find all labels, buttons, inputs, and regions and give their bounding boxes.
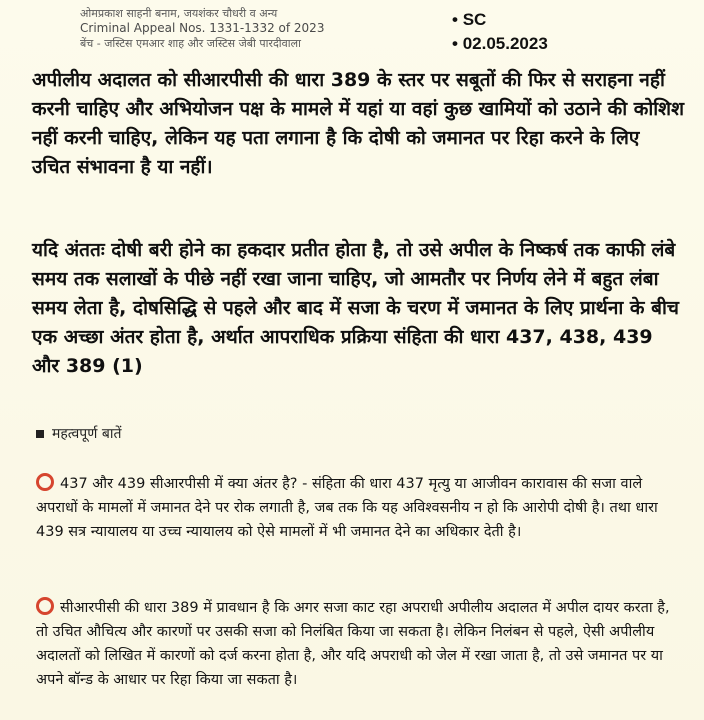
case-parties: ओमप्रकाश साहनी बनाम, जयशंकर चौधरी व अन्य — [80, 7, 278, 20]
key-point-1-text: 437 और 439 सीआरपीसी में क्या अंतर है? - संहिता की धारा 437 मृत्यु या आजीवन कारावास की सजा वाले अपराधों के मामलों में जमानत देने पर रोक लगाती है, जब तक कि यह अविश्वसनीय न हो कि आरोपी दोषी है। तथा धारा 439 सत्र न्यायालय या उच्च न्यायालय को ऐसे मामलों में भी जमानत देने का अधिकार देती है। — [36, 476, 658, 540]
case-info — [80, 6, 410, 51]
case-appeal-number: Criminal Appeal Nos. 1331-1332 of 2023 — [80, 21, 325, 35]
key-point-1 — [36, 472, 676, 544]
section-heading — [36, 424, 121, 443]
paragraph-1: अपीलीय अदालत को सीआरपीसी की धारा 389 के स्तर पर सबूतों की फिर से सराहना नहीं करनी चाहिए और अभियोजन पक्ष के मामले में यहां या वहां कुछ खामियों को उठाने की कोशिश नहीं करनी चाहिए, लेकिन यह पता लगाना है कि दोषी को जमानत पर रिहा करने के लिए उचित संभावना है या नहीं। — [32, 69, 685, 178]
paragraph-2: यदि अंततः दोषी बरी होने का हकदार प्रतीत होता है, तो उसे अपील के निष्कर्ष तक काफी लंबे समय तक सलाखों के पीछे नहीं रखा जाना चाहिए, जो आमतौर पर निर्णय लेने में बहुत लंबा समय लेता है, दोषसिद्धि से पहले और बाद में सजा के चरण में जमानत के लिए प्रार्थना के बीच एक अच्छा अंतर होता है, अर्थात आपराधिक प्रक्रिया संहिता की धारा 437, 438, 439 और 389 (1) — [32, 239, 679, 377]
court-tag-text: SC — [462, 10, 487, 29]
circle-bullet-icon — [36, 597, 54, 615]
case-bench: बेंच - जस्टिस एमआर शाह और जस्टिस जेबी पारदीवाला — [80, 37, 301, 50]
key-point-2-text: सीआरपीसी की धारा 389 में प्रावधान है कि अगर सजा काट रहा अपराधी अपीलीय अदालत में अपील दायर करता है, तो उचित औचित्य और कारणों पर उसकी सजा को निलंबित किया जा सकता है। लेकिन निलंबन से पहले, ऐसी अपीलीय अदालतों को लिखित में कारणों को दर्ज करना होता है, और यदि अपराधी को जेल में रखा जाता है, तो उसे जमानत पर या अपने बॉन्ड के आधार पर रिहा किया जा सकता है। — [36, 600, 670, 688]
date-tag: • 02.05.2023 — [452, 34, 548, 53]
square-bullet-icon — [36, 430, 44, 438]
key-point-2 — [36, 596, 676, 692]
circle-bullet-icon — [36, 473, 54, 491]
date-tag-text: 02.05.2023 — [462, 34, 548, 53]
court-tag: • SC — [452, 10, 487, 29]
case-tags — [452, 8, 548, 56]
section-heading-text: महत्वपूर्ण बातें — [52, 426, 122, 442]
